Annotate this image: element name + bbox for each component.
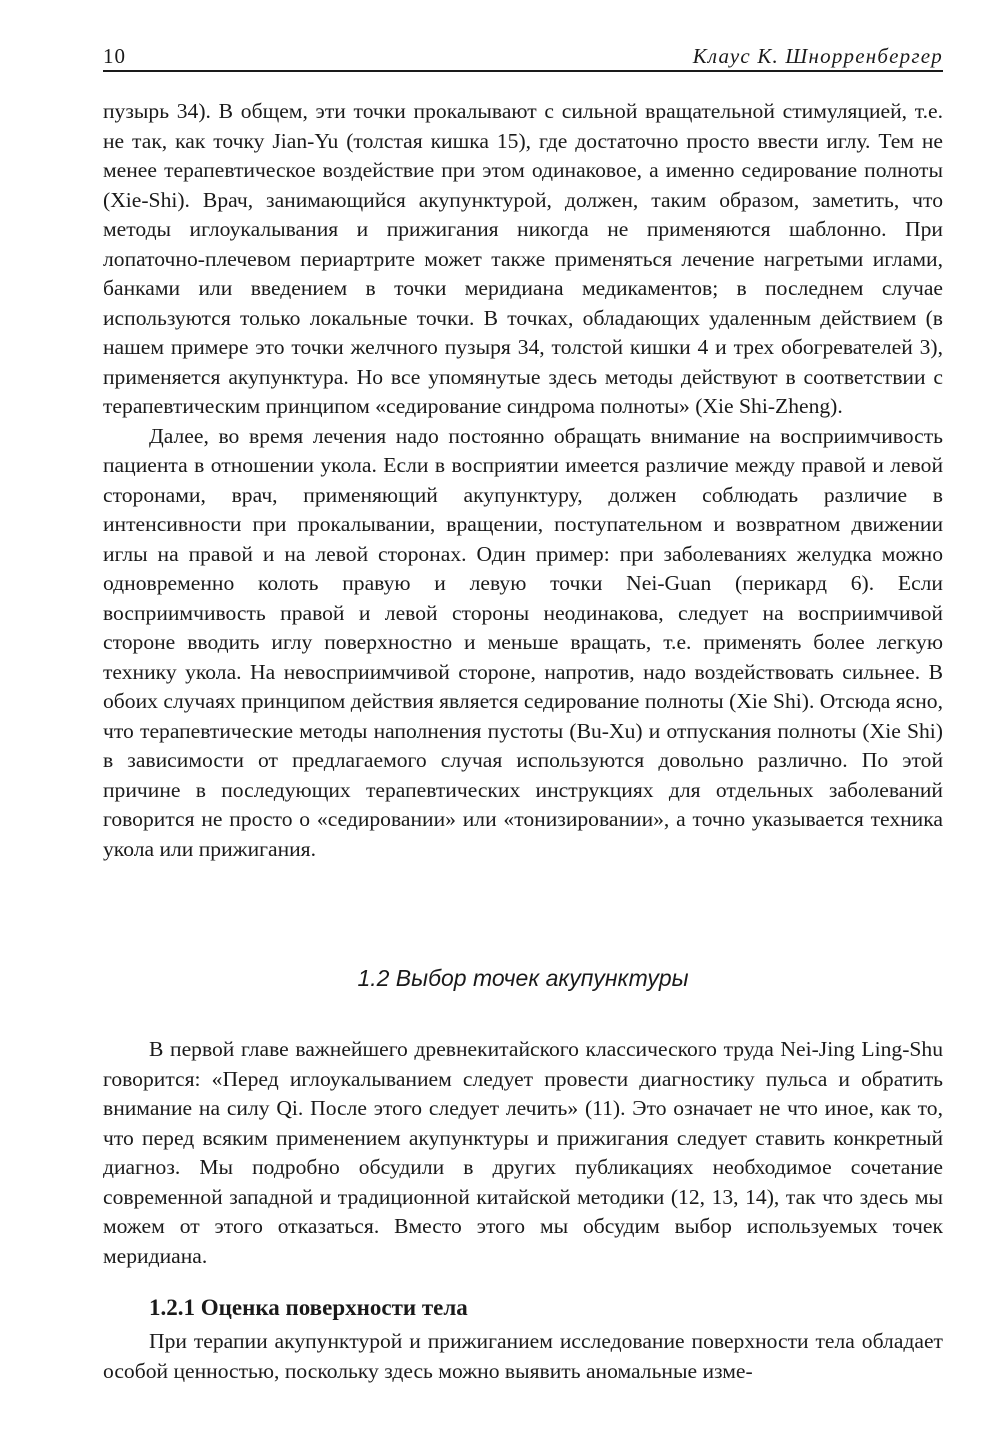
- section-heading: 1.2 Выбор точек акупунктуры: [357, 965, 689, 991]
- paragraph-nei-jing: В первой главе важнейшего древнекитайского классического труда Nei-Jing Ling-Shu говорится: «Перед иглоукалыванием следует провести диагностику пульса и обратить внимание на силу Qi. После этого следует лечить» (11). Это означает не что иное, как то, что перед всяким применением акупунктуры и прижигания следует ставить конкретный диагноз. Мы подробно обсудили в других публикациях необходимое сочетание современной западной и традиционной китайской методики (12, 13, 14), так что здесь мы можем от этого отказаться. Вместо этого мы обсудим выбор используемых точек меридиана.: [103, 1037, 943, 1268]
- text-block-bottom: [103, 1327, 943, 1386]
- text-block-top: [103, 97, 943, 864]
- paragraph-body-surface: При терапии акупунктурой и прижиганием исследование поверхности тела обладает особой ценностью, поскольку здесь можно выявить аномальные изме-: [103, 1329, 943, 1383]
- text-block-middle: [103, 1035, 943, 1271]
- paragraph-sensitivity: Далее, во время лечения надо постоянно обращать внимание на восприимчивость пациента в отношении укола. Если в восприятии имеется различие между правой и левой сторонами, врач, применяющий акупунктуру, должен соблюдать различие в интенсивности при прокалывании, вращении, поступательном и возвратном движении иглы на правой и на левой сторонах. Один пример: при заболеваниях желудка можно одновременно колоть правую и левую точки Nei-Guan (перикард 6). Если восприимчивость правой и левой стороны неодинакова, следует на восприимчивой стороне вводить иглу поверхностно и меньше вращать, т.е. применять более легкую технику укола. На невосприимчивой стороне, напротив, надо воздействовать сильнее. В обоих случаях принципом действия является седирование полноты (Xie Shi). Отсюда ясно, что терапевтические методы наполнения пустоты (Bu-Xu) и отпускания полноты (Xie Shi) в зависимости от предлагаемого случая используются довольно различно. По этой причине в последующих терапевтических инструкциях для отдельных заболеваний говорится не просто о «седировании» или «тонизировании», а точно указывается техника укола или прижигания.: [103, 423, 943, 861]
- subsection-heading: 1.2.1 Оценка поверхности тела: [149, 1295, 468, 1320]
- running-head-author: Клаус К. Шнорренбергер: [692, 44, 943, 68]
- paragraph-continued: пузырь 34). В общем, эти точки прокалывают с сильной вращательной стимуляцией, т.е. не так, как точку Jian-Yu (толстая кишка 15), где достаточно просто ввести иглу. Тем не менее терапевтическое воздействие при этом одинаковое, а именно седирование полноты (Xie-Shi). Врач, занимающийся акупунктурой, должен, таким образом, заметить, что методы иглоукалывания и прижигания никогда не применяются шаблонно. При лопаточно-плечевом периартрите может также применяться лечение нагретыми иглами, банками или введением в точки меридиана медикаментов; в последнем случае используются только локальные точки. В точках, обладающих удаленным действием (в нашем примере это точки желчного пузыря 34, толстой кишки 4 и трех обогревателей 3), применяется акупунктура. Но все упомянутые здесь методы действуют в соответствии с терапевтическим принципом «седирование синдрома полноты» (Xie Shi-Zheng).: [103, 99, 943, 418]
- page-header: [103, 40, 943, 72]
- page-number: 10: [103, 44, 126, 68]
